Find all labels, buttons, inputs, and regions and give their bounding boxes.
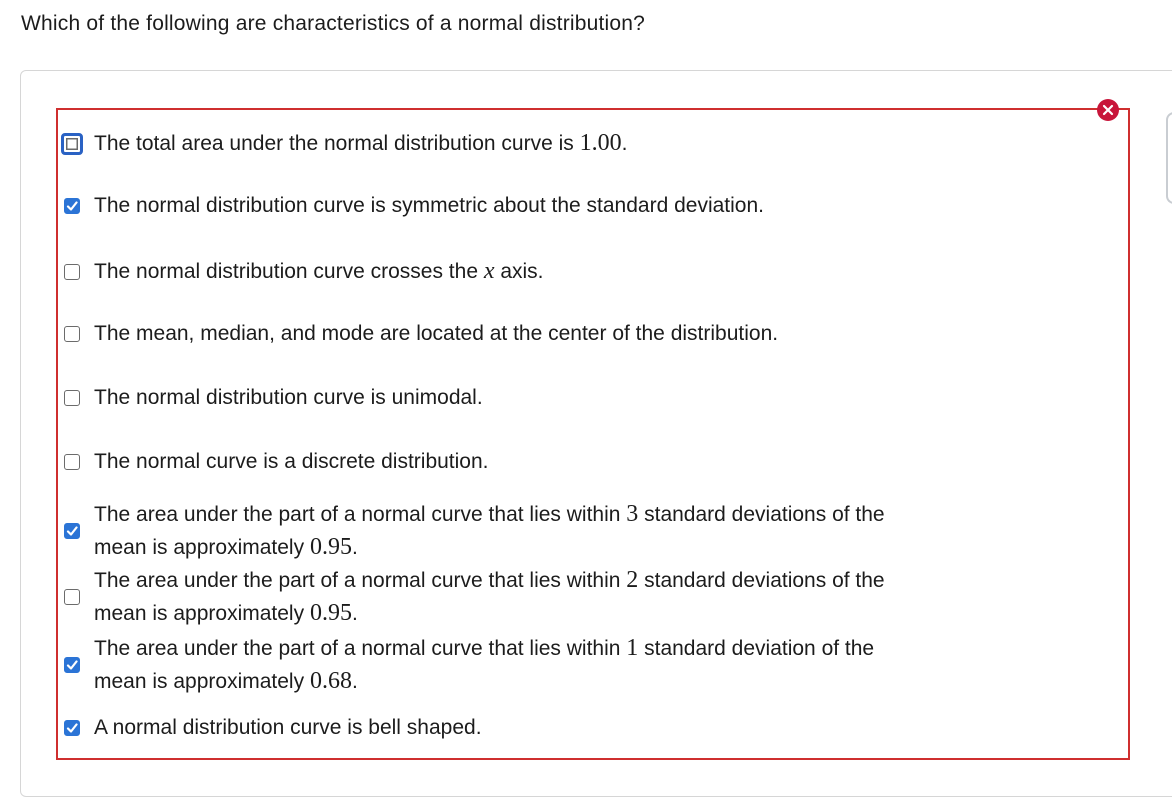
option-crosses-x-axis[interactable] [64, 255, 544, 288]
checkmark-icon [66, 722, 78, 734]
checkbox-7[interactable] [64, 589, 80, 605]
checkbox-5[interactable] [64, 454, 80, 470]
option-label: The normal curve is a discrete distribution. [94, 450, 489, 473]
option-label: The area under the part of a normal curve that lies within 2 standard deviations of the mean is approximately 0.95. [94, 567, 885, 626]
x-circle-icon [1097, 99, 1119, 121]
option-within-1-sd[interactable] [64, 632, 874, 698]
option-label: The mean, median, and mode are located at the center of the distribution. [94, 322, 779, 345]
option-label: A normal distribution curve is bell shaped. [94, 716, 482, 739]
checkbox-0[interactable] [61, 133, 83, 155]
option-label: The normal distribution curve is unimodal. [94, 386, 483, 409]
option-within-2-sd[interactable] [64, 564, 885, 630]
question-text: Which of the following are characteristics of a normal distribution? [21, 12, 646, 35]
option-within-3-sd[interactable] [64, 498, 885, 564]
option-unimodal[interactable] [64, 381, 483, 414]
option-bell-shaped[interactable] [64, 711, 482, 744]
side-panel-tab[interactable] [1166, 112, 1172, 204]
checkbox-4[interactable] [64, 390, 80, 406]
checkbox-9[interactable] [64, 720, 80, 736]
checkbox-8[interactable] [64, 657, 80, 673]
option-discrete[interactable] [64, 445, 489, 478]
option-total-area[interactable] [64, 127, 627, 160]
checkmark-icon [66, 200, 78, 212]
checkmark-icon [66, 659, 78, 671]
option-label: The total area under the normal distribution curve is 1.00. [94, 130, 628, 156]
checkbox-1[interactable] [64, 198, 80, 214]
checkbox-2[interactable] [64, 264, 80, 280]
checkmark-icon [66, 525, 78, 537]
option-label: The normal distribution curve is symmetric about the standard deviation. [94, 194, 764, 217]
option-label: The area under the part of a normal curve that lies within 3 standard deviations of the mean is approximately 0.95. [94, 501, 885, 560]
checkbox-3[interactable] [64, 326, 80, 342]
option-label: The normal distribution curve crosses the x axis. [94, 258, 544, 284]
checkbox-6[interactable] [64, 523, 80, 539]
option-mean-median-mode[interactable] [64, 317, 778, 350]
option-symmetric-about-sd[interactable] [64, 189, 764, 222]
option-label: The area under the part of a normal curve that lies within 1 standard deviation of the mean is approximately 0.68. [94, 635, 875, 694]
